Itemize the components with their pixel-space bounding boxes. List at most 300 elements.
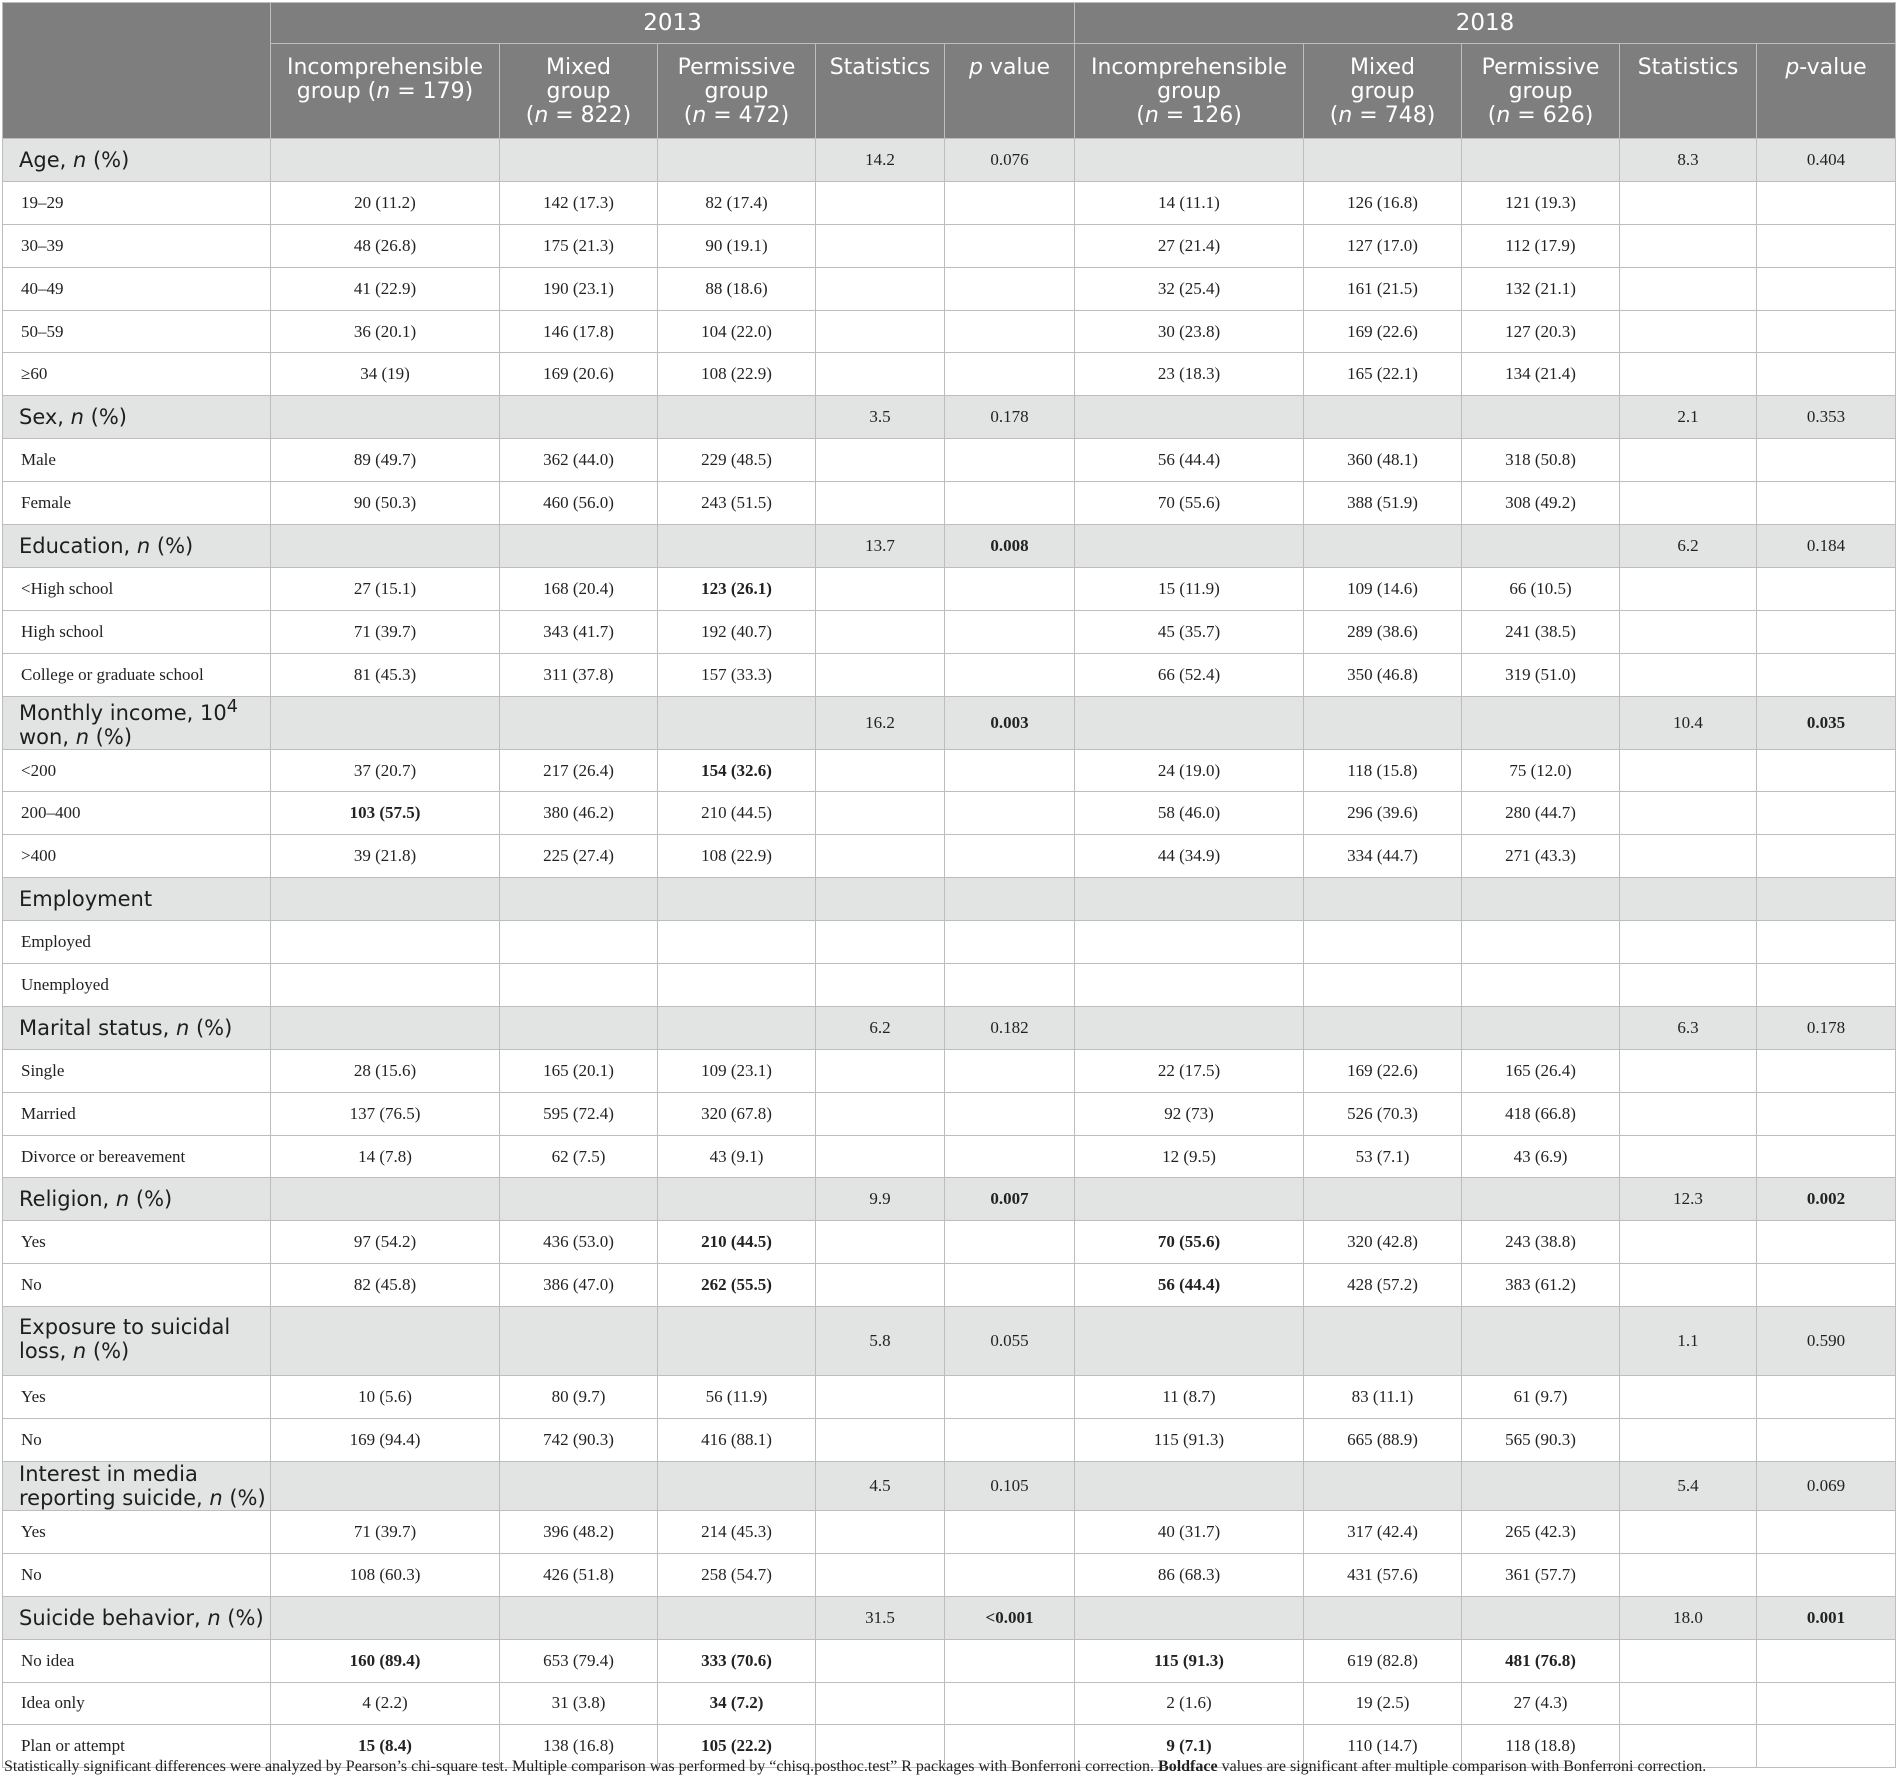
empty-cell bbox=[816, 482, 945, 525]
value-cell: 280 (44.7) bbox=[1462, 792, 1620, 835]
group-header-row bbox=[3, 44, 1896, 139]
value-cell: 154 (32.6) bbox=[658, 749, 816, 792]
table-row bbox=[3, 835, 1896, 878]
statistic-2018: 5.4 bbox=[1620, 1461, 1757, 1510]
table-row bbox=[3, 1510, 1896, 1553]
table-row bbox=[3, 964, 1896, 1007]
statistic-2018: 2.1 bbox=[1620, 396, 1757, 439]
empty-cell bbox=[1075, 525, 1304, 568]
value-cell: 89 (49.7) bbox=[271, 439, 500, 482]
value-cell bbox=[271, 921, 500, 964]
value-cell: 192 (40.7) bbox=[658, 610, 816, 653]
statistic-2018: 1.1 bbox=[1620, 1307, 1757, 1376]
value-cell: 360 (48.1) bbox=[1304, 439, 1462, 482]
section-row bbox=[3, 1461, 1896, 1510]
value-cell: 225 (27.4) bbox=[500, 835, 658, 878]
value-cell bbox=[1075, 921, 1304, 964]
p-value-2018: 0.035 bbox=[1757, 696, 1896, 749]
empty-cell bbox=[1757, 1376, 1896, 1419]
empty-cell bbox=[1757, 653, 1896, 696]
value-cell: 296 (39.6) bbox=[1304, 792, 1462, 835]
value-cell: 157 (33.3) bbox=[658, 653, 816, 696]
value-cell: 83 (11.1) bbox=[1304, 1376, 1462, 1419]
value-cell: 36 (20.1) bbox=[271, 310, 500, 353]
section-label: Religion, n (%) bbox=[3, 1178, 271, 1221]
value-cell: 229 (48.5) bbox=[658, 439, 816, 482]
value-cell: 110 (14.7) bbox=[1304, 1725, 1462, 1768]
row-label: Yes bbox=[3, 1221, 271, 1264]
value-cell: 2 (1.6) bbox=[1075, 1682, 1304, 1725]
value-cell: 271 (43.3) bbox=[1462, 835, 1620, 878]
value-cell: 27 (15.1) bbox=[271, 567, 500, 610]
value-cell: 15 (11.9) bbox=[1075, 567, 1304, 610]
table-row bbox=[3, 567, 1896, 610]
empty-cell bbox=[1304, 396, 1462, 439]
statistic-2013: 13.7 bbox=[816, 525, 945, 568]
row-label: Idea only bbox=[3, 1682, 271, 1725]
empty-cell bbox=[1620, 1092, 1757, 1135]
empty-cell bbox=[1620, 482, 1757, 525]
value-cell: 56 (44.4) bbox=[1075, 1264, 1304, 1307]
value-cell: 66 (10.5) bbox=[1462, 567, 1620, 610]
p-value-2018: 0.404 bbox=[1757, 139, 1896, 182]
col-2018-statistics: Statistics bbox=[1620, 44, 1757, 139]
empty-cell bbox=[945, 267, 1075, 310]
table-row bbox=[3, 181, 1896, 224]
empty-cell bbox=[945, 610, 1075, 653]
empty-cell bbox=[1620, 353, 1757, 396]
value-cell: 308 (49.2) bbox=[1462, 482, 1620, 525]
empty-cell bbox=[1075, 1461, 1304, 1510]
row-label: College or graduate school bbox=[3, 653, 271, 696]
empty-cell bbox=[1620, 267, 1757, 310]
value-cell: 383 (61.2) bbox=[1462, 1264, 1620, 1307]
empty-cell bbox=[816, 792, 945, 835]
section-row bbox=[3, 396, 1896, 439]
empty-cell bbox=[658, 1596, 816, 1639]
value-cell: 88 (18.6) bbox=[658, 267, 816, 310]
table-row bbox=[3, 653, 1896, 696]
value-cell: 123 (26.1) bbox=[658, 567, 816, 610]
empty-cell bbox=[1304, 878, 1462, 921]
p-value-2018: 0.178 bbox=[1757, 1006, 1896, 1049]
empty-cell bbox=[816, 749, 945, 792]
value-cell: 481 (76.8) bbox=[1462, 1639, 1620, 1682]
value-cell: 317 (42.4) bbox=[1304, 1510, 1462, 1553]
p-value-2018: 0.069 bbox=[1757, 1461, 1896, 1510]
statistic-2013: 16.2 bbox=[816, 696, 945, 749]
value-cell: 619 (82.8) bbox=[1304, 1639, 1462, 1682]
table-row bbox=[3, 267, 1896, 310]
value-cell: 118 (18.8) bbox=[1462, 1725, 1620, 1768]
value-cell: 30 (23.8) bbox=[1075, 310, 1304, 353]
col-2013-p-value: p value bbox=[945, 44, 1075, 139]
empty-cell bbox=[945, 1419, 1075, 1462]
section-label: Education, n (%) bbox=[3, 525, 271, 568]
row-label: <200 bbox=[3, 749, 271, 792]
empty-cell bbox=[1075, 696, 1304, 749]
empty-cell bbox=[1075, 1178, 1304, 1221]
empty-cell bbox=[945, 439, 1075, 482]
row-label: 30–39 bbox=[3, 224, 271, 267]
empty-cell bbox=[816, 1419, 945, 1462]
value-cell: 37 (20.7) bbox=[271, 749, 500, 792]
value-cell: 12 (9.5) bbox=[1075, 1135, 1304, 1178]
statistic-2013: 31.5 bbox=[816, 1596, 945, 1639]
empty-cell bbox=[271, 1006, 500, 1049]
row-label: High school bbox=[3, 610, 271, 653]
value-cell: 334 (44.7) bbox=[1304, 835, 1462, 878]
empty-cell bbox=[500, 1307, 658, 1376]
empty-cell bbox=[945, 1639, 1075, 1682]
value-cell: 40 (31.7) bbox=[1075, 1510, 1304, 1553]
value-cell: 127 (17.0) bbox=[1304, 224, 1462, 267]
value-cell: 175 (21.3) bbox=[500, 224, 658, 267]
value-cell: 41 (22.9) bbox=[271, 267, 500, 310]
table-row bbox=[3, 610, 1896, 653]
row-label: Single bbox=[3, 1049, 271, 1092]
empty-cell bbox=[945, 1049, 1075, 1092]
value-cell: 24 (19.0) bbox=[1075, 749, 1304, 792]
p-value-2018: 0.002 bbox=[1757, 1178, 1896, 1221]
col-2018-incomprehensible: Incomprehensible group (n = 126) bbox=[1075, 44, 1304, 139]
empty-cell bbox=[658, 139, 816, 182]
section-row bbox=[3, 525, 1896, 568]
empty-cell bbox=[271, 139, 500, 182]
empty-cell bbox=[945, 964, 1075, 1007]
empty-cell bbox=[1757, 482, 1896, 525]
row-label: Plan or attempt bbox=[3, 1725, 271, 1768]
empty-cell bbox=[1304, 1596, 1462, 1639]
value-cell: 58 (46.0) bbox=[1075, 792, 1304, 835]
value-cell: 262 (55.5) bbox=[658, 1264, 816, 1307]
value-cell: 48 (26.8) bbox=[271, 224, 500, 267]
empty-cell bbox=[1757, 310, 1896, 353]
empty-cell bbox=[1620, 439, 1757, 482]
p-value-2013: 0.182 bbox=[945, 1006, 1075, 1049]
empty-cell bbox=[500, 525, 658, 568]
value-cell: 258 (54.7) bbox=[658, 1553, 816, 1596]
value-cell: 165 (26.4) bbox=[1462, 1049, 1620, 1092]
table-row bbox=[3, 921, 1896, 964]
table-row bbox=[3, 482, 1896, 525]
value-cell: 92 (73) bbox=[1075, 1092, 1304, 1135]
value-cell: 127 (20.3) bbox=[1462, 310, 1620, 353]
empty-cell bbox=[1075, 139, 1304, 182]
value-cell: 210 (44.5) bbox=[658, 1221, 816, 1264]
empty-cell bbox=[1620, 1221, 1757, 1264]
section-row bbox=[3, 696, 1896, 749]
empty-cell bbox=[1620, 1376, 1757, 1419]
empty-cell bbox=[1462, 1307, 1620, 1376]
empty-cell bbox=[1620, 1264, 1757, 1307]
table-row bbox=[3, 749, 1896, 792]
p-value-2013: 0.105 bbox=[945, 1461, 1075, 1510]
empty-cell bbox=[658, 396, 816, 439]
value-cell: 27 (21.4) bbox=[1075, 224, 1304, 267]
value-cell: 665 (88.9) bbox=[1304, 1419, 1462, 1462]
value-cell: 15 (8.4) bbox=[271, 1725, 500, 1768]
empty-cell bbox=[1757, 964, 1896, 1007]
p-value-2018: 0.184 bbox=[1757, 525, 1896, 568]
value-cell: 53 (7.1) bbox=[1304, 1135, 1462, 1178]
empty-cell bbox=[816, 1553, 945, 1596]
empty-cell bbox=[271, 1178, 500, 1221]
empty-cell bbox=[500, 139, 658, 182]
value-cell: 44 (34.9) bbox=[1075, 835, 1304, 878]
value-cell bbox=[658, 921, 816, 964]
value-cell: 168 (20.4) bbox=[500, 567, 658, 610]
value-cell bbox=[1462, 921, 1620, 964]
empty-cell bbox=[945, 181, 1075, 224]
row-label: 40–49 bbox=[3, 267, 271, 310]
empty-cell bbox=[500, 696, 658, 749]
p-value-2013: 0.178 bbox=[945, 396, 1075, 439]
empty-cell bbox=[1462, 878, 1620, 921]
value-cell: 418 (66.8) bbox=[1462, 1092, 1620, 1135]
value-cell: 28 (15.6) bbox=[271, 1049, 500, 1092]
empty-cell bbox=[658, 525, 816, 568]
value-cell: 134 (21.4) bbox=[1462, 353, 1620, 396]
year-header-row bbox=[3, 3, 1896, 44]
row-label: No bbox=[3, 1419, 271, 1462]
value-cell: 56 (44.4) bbox=[1075, 439, 1304, 482]
value-cell: 362 (44.0) bbox=[500, 439, 658, 482]
value-cell: 108 (22.9) bbox=[658, 835, 816, 878]
row-label: No bbox=[3, 1553, 271, 1596]
empty-cell bbox=[1620, 1682, 1757, 1725]
value-cell: 460 (56.0) bbox=[500, 482, 658, 525]
statistic-2018: 6.2 bbox=[1620, 525, 1757, 568]
value-cell: 14 (11.1) bbox=[1075, 181, 1304, 224]
empty-cell bbox=[816, 567, 945, 610]
empty-cell bbox=[816, 964, 945, 1007]
section-row bbox=[3, 1596, 1896, 1639]
value-cell: 386 (47.0) bbox=[500, 1264, 658, 1307]
value-cell: 22 (17.5) bbox=[1075, 1049, 1304, 1092]
empty-cell bbox=[1757, 1092, 1896, 1135]
p-value-2018: 0.590 bbox=[1757, 1307, 1896, 1376]
empty-cell bbox=[816, 1682, 945, 1725]
empty-cell bbox=[945, 567, 1075, 610]
table-row bbox=[3, 792, 1896, 835]
empty-cell bbox=[500, 878, 658, 921]
table-row bbox=[3, 1553, 1896, 1596]
value-cell bbox=[1304, 964, 1462, 1007]
empty-cell bbox=[500, 1006, 658, 1049]
statistic-2013: 6.2 bbox=[816, 1006, 945, 1049]
row-label: 200–400 bbox=[3, 792, 271, 835]
col-2013-statistics: Statistics bbox=[816, 44, 945, 139]
empty-cell bbox=[1757, 1682, 1896, 1725]
value-cell: 14 (7.8) bbox=[271, 1135, 500, 1178]
empty-cell bbox=[945, 1682, 1075, 1725]
value-cell: 71 (39.7) bbox=[271, 610, 500, 653]
value-cell: 32 (25.4) bbox=[1075, 267, 1304, 310]
value-cell: 165 (22.1) bbox=[1304, 353, 1462, 396]
table-wrapper bbox=[2, 2, 1895, 1768]
p-value-2013 bbox=[945, 878, 1075, 921]
empty-cell bbox=[1620, 653, 1757, 696]
value-cell: 56 (11.9) bbox=[658, 1376, 816, 1419]
empty-cell bbox=[816, 1092, 945, 1135]
empty-cell bbox=[945, 921, 1075, 964]
value-cell: 4 (2.2) bbox=[271, 1682, 500, 1725]
table-row bbox=[3, 1376, 1896, 1419]
value-cell: 388 (51.9) bbox=[1304, 482, 1462, 525]
empty-cell bbox=[500, 1596, 658, 1639]
empty-cell bbox=[945, 1135, 1075, 1178]
year-2018-header: 2018 bbox=[1075, 3, 1896, 44]
empty-cell bbox=[1757, 224, 1896, 267]
p-value-2013: 0.055 bbox=[945, 1307, 1075, 1376]
empty-cell bbox=[1462, 525, 1620, 568]
value-cell: 169 (20.6) bbox=[500, 353, 658, 396]
value-cell bbox=[271, 964, 500, 1007]
row-label: Yes bbox=[3, 1510, 271, 1553]
section-label: Sex, n (%) bbox=[3, 396, 271, 439]
row-label: 50–59 bbox=[3, 310, 271, 353]
empty-cell bbox=[1075, 878, 1304, 921]
table-row bbox=[3, 1135, 1896, 1178]
empty-cell bbox=[1304, 1006, 1462, 1049]
statistic-2013: 14.2 bbox=[816, 139, 945, 182]
empty-cell bbox=[945, 1553, 1075, 1596]
table-row bbox=[3, 1682, 1896, 1725]
row-label-header bbox=[3, 3, 271, 139]
statistic-2013: 3.5 bbox=[816, 396, 945, 439]
value-cell: 320 (42.8) bbox=[1304, 1221, 1462, 1264]
table-row bbox=[3, 310, 1896, 353]
value-cell: 161 (21.5) bbox=[1304, 267, 1462, 310]
value-cell bbox=[1462, 964, 1620, 1007]
empty-cell bbox=[1620, 1639, 1757, 1682]
p-value-2018: 0.353 bbox=[1757, 396, 1896, 439]
value-cell: 43 (6.9) bbox=[1462, 1135, 1620, 1178]
empty-cell bbox=[1462, 1178, 1620, 1221]
empty-cell bbox=[1620, 1049, 1757, 1092]
value-cell: 137 (76.5) bbox=[271, 1092, 500, 1135]
value-cell: 526 (70.3) bbox=[1304, 1092, 1462, 1135]
value-cell: 108 (22.9) bbox=[658, 353, 816, 396]
value-cell: 71 (39.7) bbox=[271, 1510, 500, 1553]
value-cell: 70 (55.6) bbox=[1075, 1221, 1304, 1264]
empty-cell bbox=[1075, 1006, 1304, 1049]
empty-cell bbox=[658, 1461, 816, 1510]
value-cell: 428 (57.2) bbox=[1304, 1264, 1462, 1307]
empty-cell bbox=[1757, 792, 1896, 835]
empty-cell bbox=[816, 439, 945, 482]
p-value-2018: 0.001 bbox=[1757, 1596, 1896, 1639]
empty-cell bbox=[1757, 567, 1896, 610]
col-2013-permissive: Permissive group (n = 472) bbox=[658, 44, 816, 139]
value-cell: 90 (50.3) bbox=[271, 482, 500, 525]
col-2018-p-value: p-value bbox=[1757, 44, 1896, 139]
statistic-2018 bbox=[1620, 878, 1757, 921]
row-label: No bbox=[3, 1264, 271, 1307]
empty-cell bbox=[1620, 1553, 1757, 1596]
empty-cell bbox=[271, 396, 500, 439]
empty-cell bbox=[945, 749, 1075, 792]
empty-cell bbox=[1075, 396, 1304, 439]
empty-cell bbox=[658, 1307, 816, 1376]
value-cell: 165 (20.1) bbox=[500, 1049, 658, 1092]
p-value-2013: 0.007 bbox=[945, 1178, 1075, 1221]
empty-cell bbox=[816, 1376, 945, 1419]
row-label: 19–29 bbox=[3, 181, 271, 224]
row-label: Employed bbox=[3, 921, 271, 964]
demographics-table bbox=[2, 2, 1896, 1768]
empty-cell bbox=[816, 181, 945, 224]
empty-cell bbox=[816, 921, 945, 964]
value-cell: 361 (57.7) bbox=[1462, 1553, 1620, 1596]
value-cell: 112 (17.9) bbox=[1462, 224, 1620, 267]
empty-cell bbox=[945, 482, 1075, 525]
empty-cell bbox=[816, 310, 945, 353]
empty-cell bbox=[271, 1307, 500, 1376]
value-cell: 34 (7.2) bbox=[658, 1682, 816, 1725]
section-label: Employment bbox=[3, 878, 271, 921]
empty-cell bbox=[658, 696, 816, 749]
empty-cell bbox=[1757, 1221, 1896, 1264]
statistic-2018: 12.3 bbox=[1620, 1178, 1757, 1221]
empty-cell bbox=[1462, 1006, 1620, 1049]
empty-cell bbox=[1620, 224, 1757, 267]
value-cell: 105 (22.2) bbox=[658, 1725, 816, 1768]
value-cell: 115 (91.3) bbox=[1075, 1419, 1304, 1462]
empty-cell bbox=[1620, 964, 1757, 1007]
value-cell: 350 (46.8) bbox=[1304, 653, 1462, 696]
value-cell: 126 (16.8) bbox=[1304, 181, 1462, 224]
value-cell: 103 (57.5) bbox=[271, 792, 500, 835]
value-cell: 653 (79.4) bbox=[500, 1639, 658, 1682]
empty-cell bbox=[1757, 749, 1896, 792]
value-cell: 118 (15.8) bbox=[1304, 749, 1462, 792]
value-cell: 108 (60.3) bbox=[271, 1553, 500, 1596]
value-cell bbox=[500, 921, 658, 964]
section-row bbox=[3, 1178, 1896, 1221]
section-label: Suicide behavior, n (%) bbox=[3, 1596, 271, 1639]
empty-cell bbox=[1620, 1135, 1757, 1178]
row-label: Female bbox=[3, 482, 271, 525]
value-cell: 243 (51.5) bbox=[658, 482, 816, 525]
section-row bbox=[3, 878, 1896, 921]
empty-cell bbox=[1620, 181, 1757, 224]
empty-cell bbox=[1462, 1461, 1620, 1510]
empty-cell bbox=[658, 878, 816, 921]
empty-cell bbox=[1757, 1049, 1896, 1092]
value-cell: 45 (35.7) bbox=[1075, 610, 1304, 653]
value-cell: 34 (19) bbox=[271, 353, 500, 396]
empty-cell bbox=[271, 1461, 500, 1510]
table-footnote: Statistically significant differences were analyzed by Pearson’s chi-square test. Multiple comparison was performed by “chisq.posthoc.test” R packages with Bonferroni correction. Boldface values are significant after multiple comparison with Bonferroni correction. bbox=[4, 1758, 1707, 1775]
empty-cell bbox=[1462, 396, 1620, 439]
empty-cell bbox=[1304, 525, 1462, 568]
table-row bbox=[3, 1419, 1896, 1462]
empty-cell bbox=[945, 1221, 1075, 1264]
value-cell: 169 (22.6) bbox=[1304, 1049, 1462, 1092]
p-value-2018 bbox=[1757, 878, 1896, 921]
row-label: No idea bbox=[3, 1639, 271, 1682]
value-cell: 82 (17.4) bbox=[658, 181, 816, 224]
table-row bbox=[3, 1092, 1896, 1135]
value-cell: 9 (7.1) bbox=[1075, 1725, 1304, 1768]
value-cell: 190 (23.1) bbox=[500, 267, 658, 310]
value-cell: 742 (90.3) bbox=[500, 1419, 658, 1462]
empty-cell bbox=[1757, 439, 1896, 482]
empty-cell bbox=[816, 1049, 945, 1092]
col-2013-incomprehensible: Incomprehensible group (n = 179) bbox=[271, 44, 500, 139]
